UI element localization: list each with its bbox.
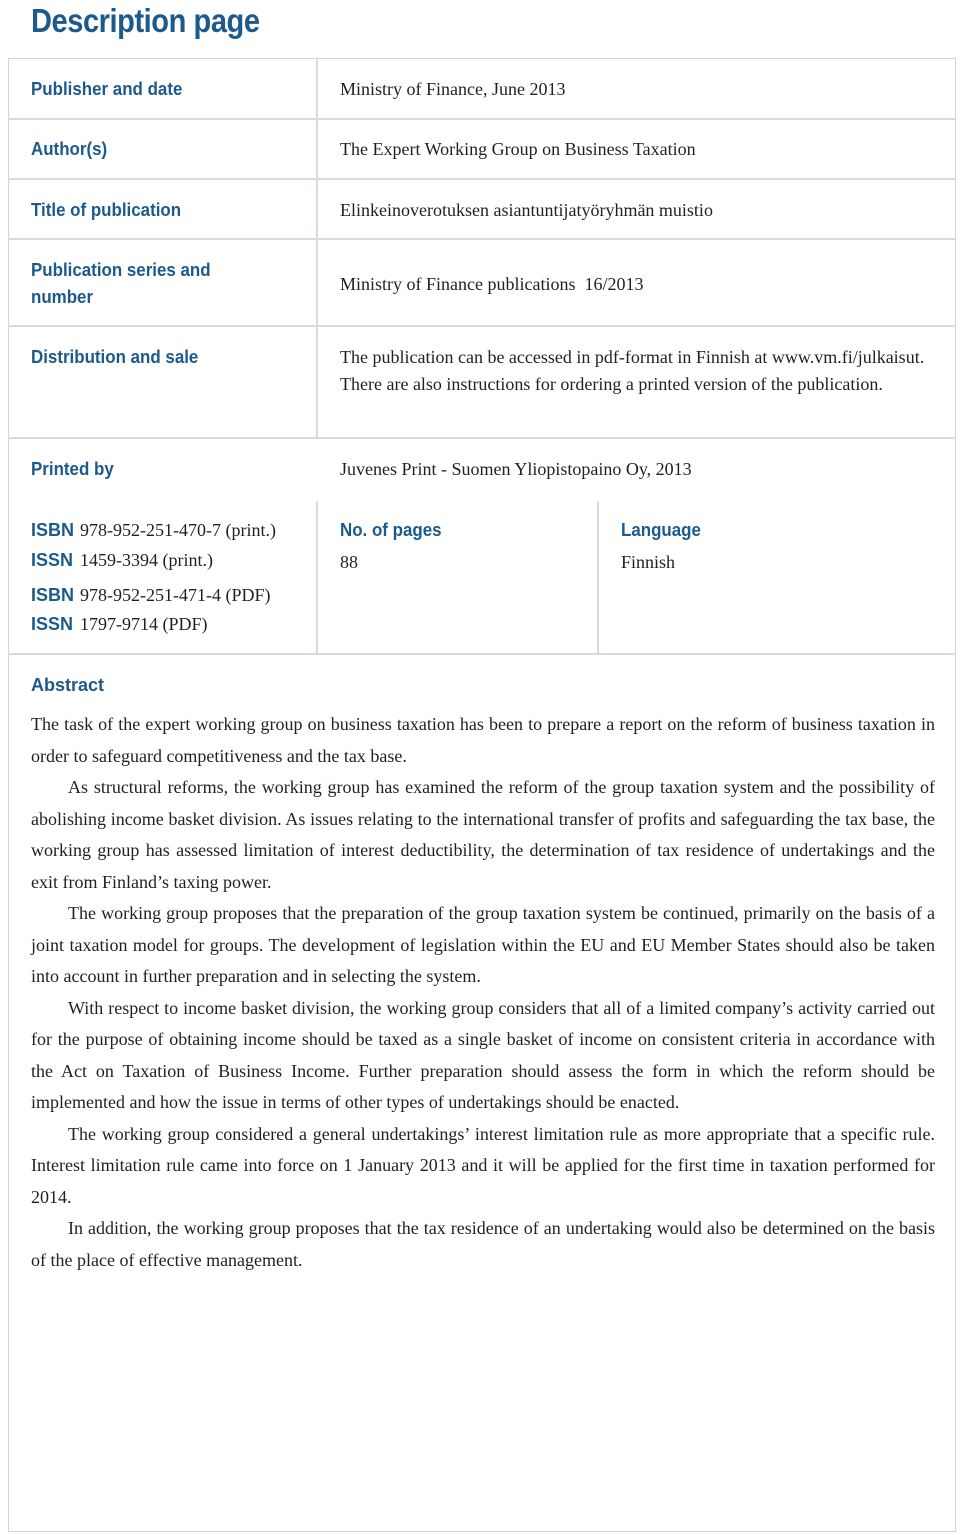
printed-by-label: Printed by (31, 459, 114, 479)
abstract-paragraph: In addition, the working group proposes that the tax residence of an undertaking would also be determined on the basis of the place of effective management. (31, 1218, 935, 1270)
abstract-paragraph: The working group considered a general undertakings’ interest limitation rule as more appropriate that a specific rule. Interest limitation rule came into force on 1 January 2013 and it will be applied for the first time in taxation performed for 2014. (31, 1123, 935, 1207)
page-title: Description page (31, 2, 260, 39)
issn-label: ISSN (31, 614, 74, 634)
column-divider (316, 58, 318, 438)
language-label: Language (621, 520, 701, 540)
distribution-label: Distribution and sale (31, 347, 199, 367)
abstract-paragraph: The working group proposes that the preparation of the group taxation system be continued, primarily on the basis of a joint taxation model for groups. The development of legislation within the EU and EU Member States should also be taken into account in further preparation and in selecting the system. (31, 903, 935, 986)
title-value: Elinkeinoverotuksen asiantuntijatyöryhmän muistio (340, 200, 713, 220)
series-label: Publication series and number (31, 260, 211, 307)
row-divider (8, 325, 956, 327)
abstract-paragraph: With respect to income basket division, the working group considers that all of a limited company’s activity carried out for the purpose of obtaining income should be taxed as a single basket of income on consistent criteria in accordance with the Act on Taxation of Business Income. Further preparation should assess the form in which the reform should be implemented and how the issue in terms of other types of undertakings should be enacted. (31, 997, 935, 1112)
row-divider (8, 653, 956, 655)
row-divider (8, 437, 956, 439)
distribution-value: The publication can be accessed in pdf-format in Finnish at www.vm.fi/julkaisut. There are also instructions for ordering a printed version of the publication. (340, 347, 925, 394)
authors-label: Author(s) (31, 139, 108, 159)
row-divider (8, 178, 956, 180)
abstract-paragraph: The task of the expert working group on business taxation has been to prepare a report on the reform of business taxation in order to safeguard competitiveness and the tax base. (31, 714, 935, 766)
column-divider (597, 501, 599, 653)
row-divider (8, 118, 956, 120)
issn-value: 1459-3394 (print.) (80, 550, 213, 570)
isbn-pdf (31, 582, 271, 609)
publisher-label: Publisher and date (31, 79, 183, 99)
isbn-value: 978-952-251-471-4 (PDF) (80, 585, 271, 605)
isbn-label: ISBN (31, 520, 75, 540)
authors-value: The Expert Working Group on Business Taxation (340, 139, 696, 159)
isbn-value: 978-952-251-470-7 (print.) (80, 520, 276, 540)
series-value: Ministry of Finance publications 16/2013 (340, 274, 644, 294)
pages-value: 88 (340, 552, 358, 572)
title-label: Title of publication (31, 200, 182, 220)
abstract-label: Abstract (31, 675, 105, 695)
publisher-value: Ministry of Finance, June 2013 (340, 79, 566, 99)
issn-label: ISSN (31, 550, 74, 570)
language-value: Finnish (621, 552, 676, 572)
abstract-paragraph: As structural reforms, the working group has examined the reform of the group taxation system and the possibility of abolishing income basket division. As issues relating to the international transfer of profits and safeguarding the tax base, the working group has assessed limitation of interest deductibility, the determination of tax residence of undertakings and the exit from Finland’s taxing power. (31, 777, 935, 892)
abstract-body (31, 709, 935, 1276)
row-divider (8, 238, 956, 240)
isbn-print (31, 517, 276, 544)
isbn-label: ISBN (31, 585, 75, 605)
pages-label: No. of pages (340, 520, 442, 540)
column-divider (316, 501, 318, 653)
issn-value: 1797-9714 (PDF) (80, 614, 208, 634)
issn-print (31, 547, 213, 574)
issn-pdf (31, 611, 208, 638)
printed-by-value: Juvenes Print - Suomen Yliopistopaino Oy, 2013 (340, 459, 692, 479)
